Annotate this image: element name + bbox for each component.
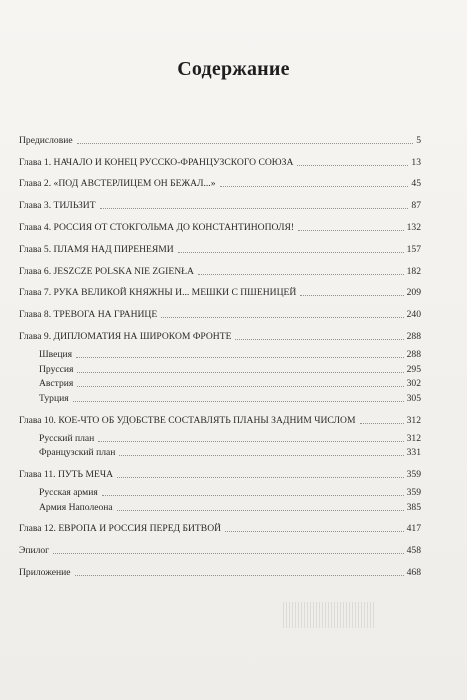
toc-entry-label: Турция <box>39 392 69 404</box>
toc-entry-page: 331 <box>406 447 421 459</box>
toc-entry-label: Глава 3. ТИЛЬЗИТ <box>19 200 96 212</box>
leader-dots <box>117 509 404 511</box>
toc-entry-chapter-6 <box>19 256 421 278</box>
toc-entry-page: 182 <box>406 265 421 277</box>
leader-dots <box>225 530 404 532</box>
toc-entry-page: 302 <box>406 378 421 390</box>
toc-entry-label: Глава 6. JESZCZE POLSKA NIE ZGIENŁA <box>19 265 194 277</box>
toc-entry-page: 295 <box>406 363 421 375</box>
leader-dots <box>298 229 404 231</box>
toc-subentry-turkey <box>19 390 421 405</box>
leader-dots <box>360 422 404 424</box>
toc-entry-page: 458 <box>406 545 421 557</box>
toc-entry-chapter-7 <box>19 278 421 300</box>
toc-entry-chapter-8 <box>19 299 421 321</box>
toc-entry-page: 288 <box>406 330 421 342</box>
toc-entry-label: Русская армия <box>39 486 98 498</box>
leader-dots <box>235 338 403 340</box>
toc-entry-label: Глава 5. ПЛАМЯ НАД ПИРЕНЕЯМИ <box>19 243 174 255</box>
toc-entry-page: 240 <box>406 309 421 321</box>
toc-entry-page: 312 <box>406 414 421 426</box>
toc-subentry-prussia <box>19 361 421 376</box>
toc-entry-label: Глава 4. РОССИЯ ОТ СТОКГОЛЬМА ДО КОНСТАНТИНОПОЛЯ! <box>19 221 295 233</box>
leader-dots <box>77 385 403 387</box>
toc-entry-label: Глава 2. «ПОД АВСТЕРЛИЦЕМ ОН БЕЖАЛ...» <box>19 178 216 190</box>
bleed-through-barcode <box>283 602 375 628</box>
toc-entry-page: 13 <box>411 156 421 168</box>
toc-entry-chapter-12 <box>19 514 421 536</box>
toc-entry-chapter-9 <box>19 321 421 343</box>
toc-entry-page: 5 <box>416 134 421 146</box>
toc-entry-label: Глава 1. НАЧАЛО И КОНЕЦ РУССКО-ФРАНЦУЗСКОГО СОЮЗА <box>19 156 294 168</box>
toc-entry-page: 305 <box>406 392 421 404</box>
toc-entry-label: Русский план <box>39 432 95 444</box>
toc-entry-chapter-3 <box>19 190 421 212</box>
toc-entry-label: Приложение <box>19 566 71 578</box>
toc-entry-page: 132 <box>406 221 421 233</box>
toc-entry-label: Предисловие <box>19 134 73 146</box>
toc-entry-chapter-5 <box>19 234 421 256</box>
toc-entry-chapter-1 <box>19 147 421 169</box>
toc-entry-label: Пруссия <box>39 363 74 375</box>
toc-entry-epilogue <box>19 535 421 557</box>
toc-subentry-sweden <box>19 343 421 361</box>
toc-entry-page: 157 <box>406 243 421 255</box>
leader-dots <box>161 316 403 318</box>
leader-dots <box>119 454 403 456</box>
toc-entry-chapter-10 <box>19 405 421 427</box>
toc-entry-page: 87 <box>411 200 421 212</box>
toc-entry-page: 385 <box>406 501 421 513</box>
toc-subentry-napoleon-army <box>19 499 421 514</box>
toc-entry-chapter-4 <box>19 212 421 234</box>
leader-dots <box>53 552 403 554</box>
leader-dots <box>76 356 404 358</box>
leader-dots <box>100 207 409 209</box>
leader-dots <box>77 371 403 373</box>
toc-entry-label: Швеция <box>39 348 73 360</box>
leader-dots <box>300 294 403 296</box>
toc-entry-label: Глава 8. ТРЕВОГА НА ГРАНИЦЕ <box>19 309 158 321</box>
toc-subentry-austria <box>19 376 421 391</box>
toc-entry-label: Эпилог <box>19 545 50 557</box>
leader-dots <box>178 251 404 253</box>
toc-entry-label: Австрия <box>39 378 74 390</box>
leader-dots <box>198 273 404 275</box>
leader-dots <box>77 142 414 144</box>
leader-dots <box>102 494 404 496</box>
leader-dots <box>73 400 404 402</box>
toc-entry-label: Глава 9. ДИПЛОМАТИЯ НА ШИРОКОМ ФРОНТЕ <box>19 330 232 342</box>
toc-entry-label: Глава 11. ПУТЬ МЕЧА <box>19 468 114 480</box>
leader-dots <box>297 164 408 166</box>
toc-entry-appendix <box>19 557 421 579</box>
toc-entry-page: 209 <box>406 287 421 299</box>
toc-entry-page: 288 <box>406 348 421 360</box>
toc-entry-page: 417 <box>406 523 421 535</box>
leader-dots <box>220 185 409 187</box>
toc-entry-label: Глава 7. РУКА ВЕЛИКОЙ КНЯЖНЫ И... МЕШКИ С ПШЕНИЦЕЙ <box>19 287 297 299</box>
toc-entry-page: 468 <box>406 566 421 578</box>
toc-entry-label: Глава 12. ЕВРОПА И РОССИЯ ПЕРЕД БИТВОЙ <box>19 523 222 535</box>
toc-entry-label: Армия Наполеона <box>39 501 113 513</box>
toc-entry-label: Французский план <box>39 447 116 459</box>
page-title: Содержание <box>177 58 290 80</box>
leader-dots <box>75 574 404 576</box>
leader-dots <box>117 476 404 478</box>
toc-subentry-russian-plan <box>19 427 421 445</box>
toc-entry-page: 359 <box>406 468 421 480</box>
toc-subentry-french-plan <box>19 445 421 460</box>
leader-dots <box>98 440 403 442</box>
toc-entry-page: 45 <box>411 178 421 190</box>
toc-entry-page: 359 <box>406 486 421 498</box>
table-of-contents <box>19 125 421 579</box>
toc-entry-label: Глава 10. КОЕ-ЧТО ОБ УДОБСТВЕ СОСТАВЛЯТЬ ПЛАНЫ ЗАДНИМ ЧИСЛОМ <box>19 414 356 426</box>
toc-entry-chapter-2 <box>19 169 421 191</box>
toc-entry-page: 312 <box>406 432 421 444</box>
toc-entry-chapter-11 <box>19 459 421 481</box>
toc-subentry-russian-army <box>19 481 421 499</box>
toc-entry-preface <box>19 125 421 147</box>
